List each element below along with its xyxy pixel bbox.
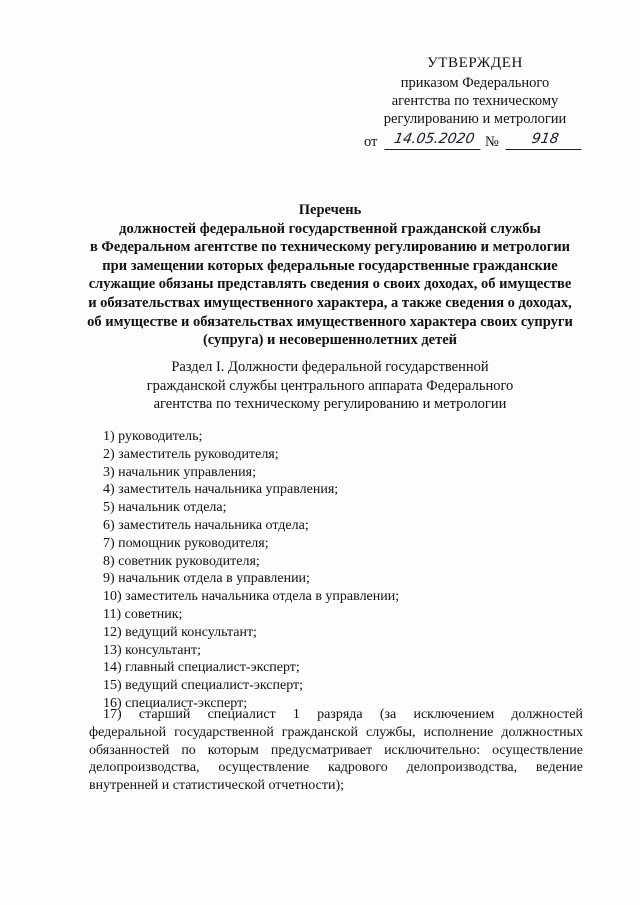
word: государственной [174,724,274,740]
title-line: при замещении которых федеральные государственные гражданские [102,257,558,274]
list-item: 5) начальник отдела; [103,500,227,516]
word: делопроизводства, [406,760,518,776]
section-line: гражданской службы центрального аппарата Федерального [146,377,514,394]
list-item: 4) заместитель начальника управления; [103,482,339,498]
list-item: 13) консультант; [103,642,201,658]
word: службы, [366,724,416,740]
word: разряда [317,707,363,722]
section-heading [40,358,620,414]
word: (за [379,707,397,722]
list-item: 2) заместитель руководителя; [103,446,279,462]
approval-line: агентства по техническому [391,93,559,109]
item17-line [89,724,583,742]
word: исполнение [423,724,494,740]
word: по [181,742,196,758]
order-reference [364,131,594,153]
word: 17) [103,707,122,722]
title-line: в Федеральном агентстве по техническому регулированию и метрологии [89,239,571,256]
list-item: 12) ведущий консультант; [103,624,257,640]
title-line: и обязательствах имущественного характера, а также сведения о доходах, [88,294,572,311]
list-item: 7) помощник руководителя; [103,535,269,551]
word: осуществление [492,742,583,758]
word: кадрового [327,760,388,776]
item17-line [89,706,583,724]
item17-line [89,742,583,760]
word: должностных [501,724,583,740]
title-line: Перечень [298,202,362,218]
list-item: 1) руководитель; [103,429,203,444]
word: делопроизводства, [89,760,200,776]
title-line: служащие обязаны представлять сведения о своих доходах, об имуществе [88,276,572,293]
position-list [0,428,640,713]
order-from-label: от [364,134,378,150]
word: специалист [207,707,276,722]
list-item-17 [89,706,583,795]
word: которым [207,742,259,758]
list-item: 9) начальник отдела в управлении; [103,571,310,587]
approval-block [360,54,590,128]
word: гражданской [281,724,359,740]
title-line: об имуществе и обязательствах имущественного характера своих супруги [87,313,573,330]
section-line: Раздел I. Должности федеральной государственной [171,359,489,375]
approval-line: регулированию и метрологии [383,111,567,127]
list-item: 16) специалист-эксперт; [103,695,248,711]
list-item: 15) ведущий специалист-эксперт; [103,678,304,694]
word: исключением [413,707,495,722]
list-item: 11) советник; [103,606,183,622]
word: федеральной [89,724,167,740]
list-item: 8) советник руководителя; [103,553,260,569]
list-item: 14) главный специалист-эксперт; [103,660,300,676]
word: должностей [511,707,583,722]
item17-line: внутренней и статистической отчетности); [89,778,345,794]
word: ведение [535,760,583,776]
item17-line [89,759,583,777]
document-title [40,201,620,350]
title-line: должностей федеральной государственной гражданской службы [119,220,541,237]
section-line: агентства по техническому регулированию и метрологии [153,396,507,413]
word: обязанностей [89,742,170,758]
order-number-handwritten: 918 [505,131,584,150]
word: исключительно: [384,742,481,758]
list-item: 6) заместитель начальника отдела; [103,517,309,533]
approval-heading: УТВЕРЖДЕН [427,55,523,71]
word: старший [138,707,191,722]
approval-line: приказом Федерального [400,75,550,91]
title-line: (супруга) и несовершеннолетних детей [202,332,458,349]
list-item: 3) начальник управления; [103,464,256,480]
word: предусматривает [270,742,373,758]
order-number-label: № [485,134,499,150]
word: 1 [292,707,300,722]
order-date-handwritten: 14.05.2020 [384,131,483,150]
list-item: 10) заместитель начальника отдела в управлении; [103,589,400,605]
word: осуществление [218,760,310,776]
